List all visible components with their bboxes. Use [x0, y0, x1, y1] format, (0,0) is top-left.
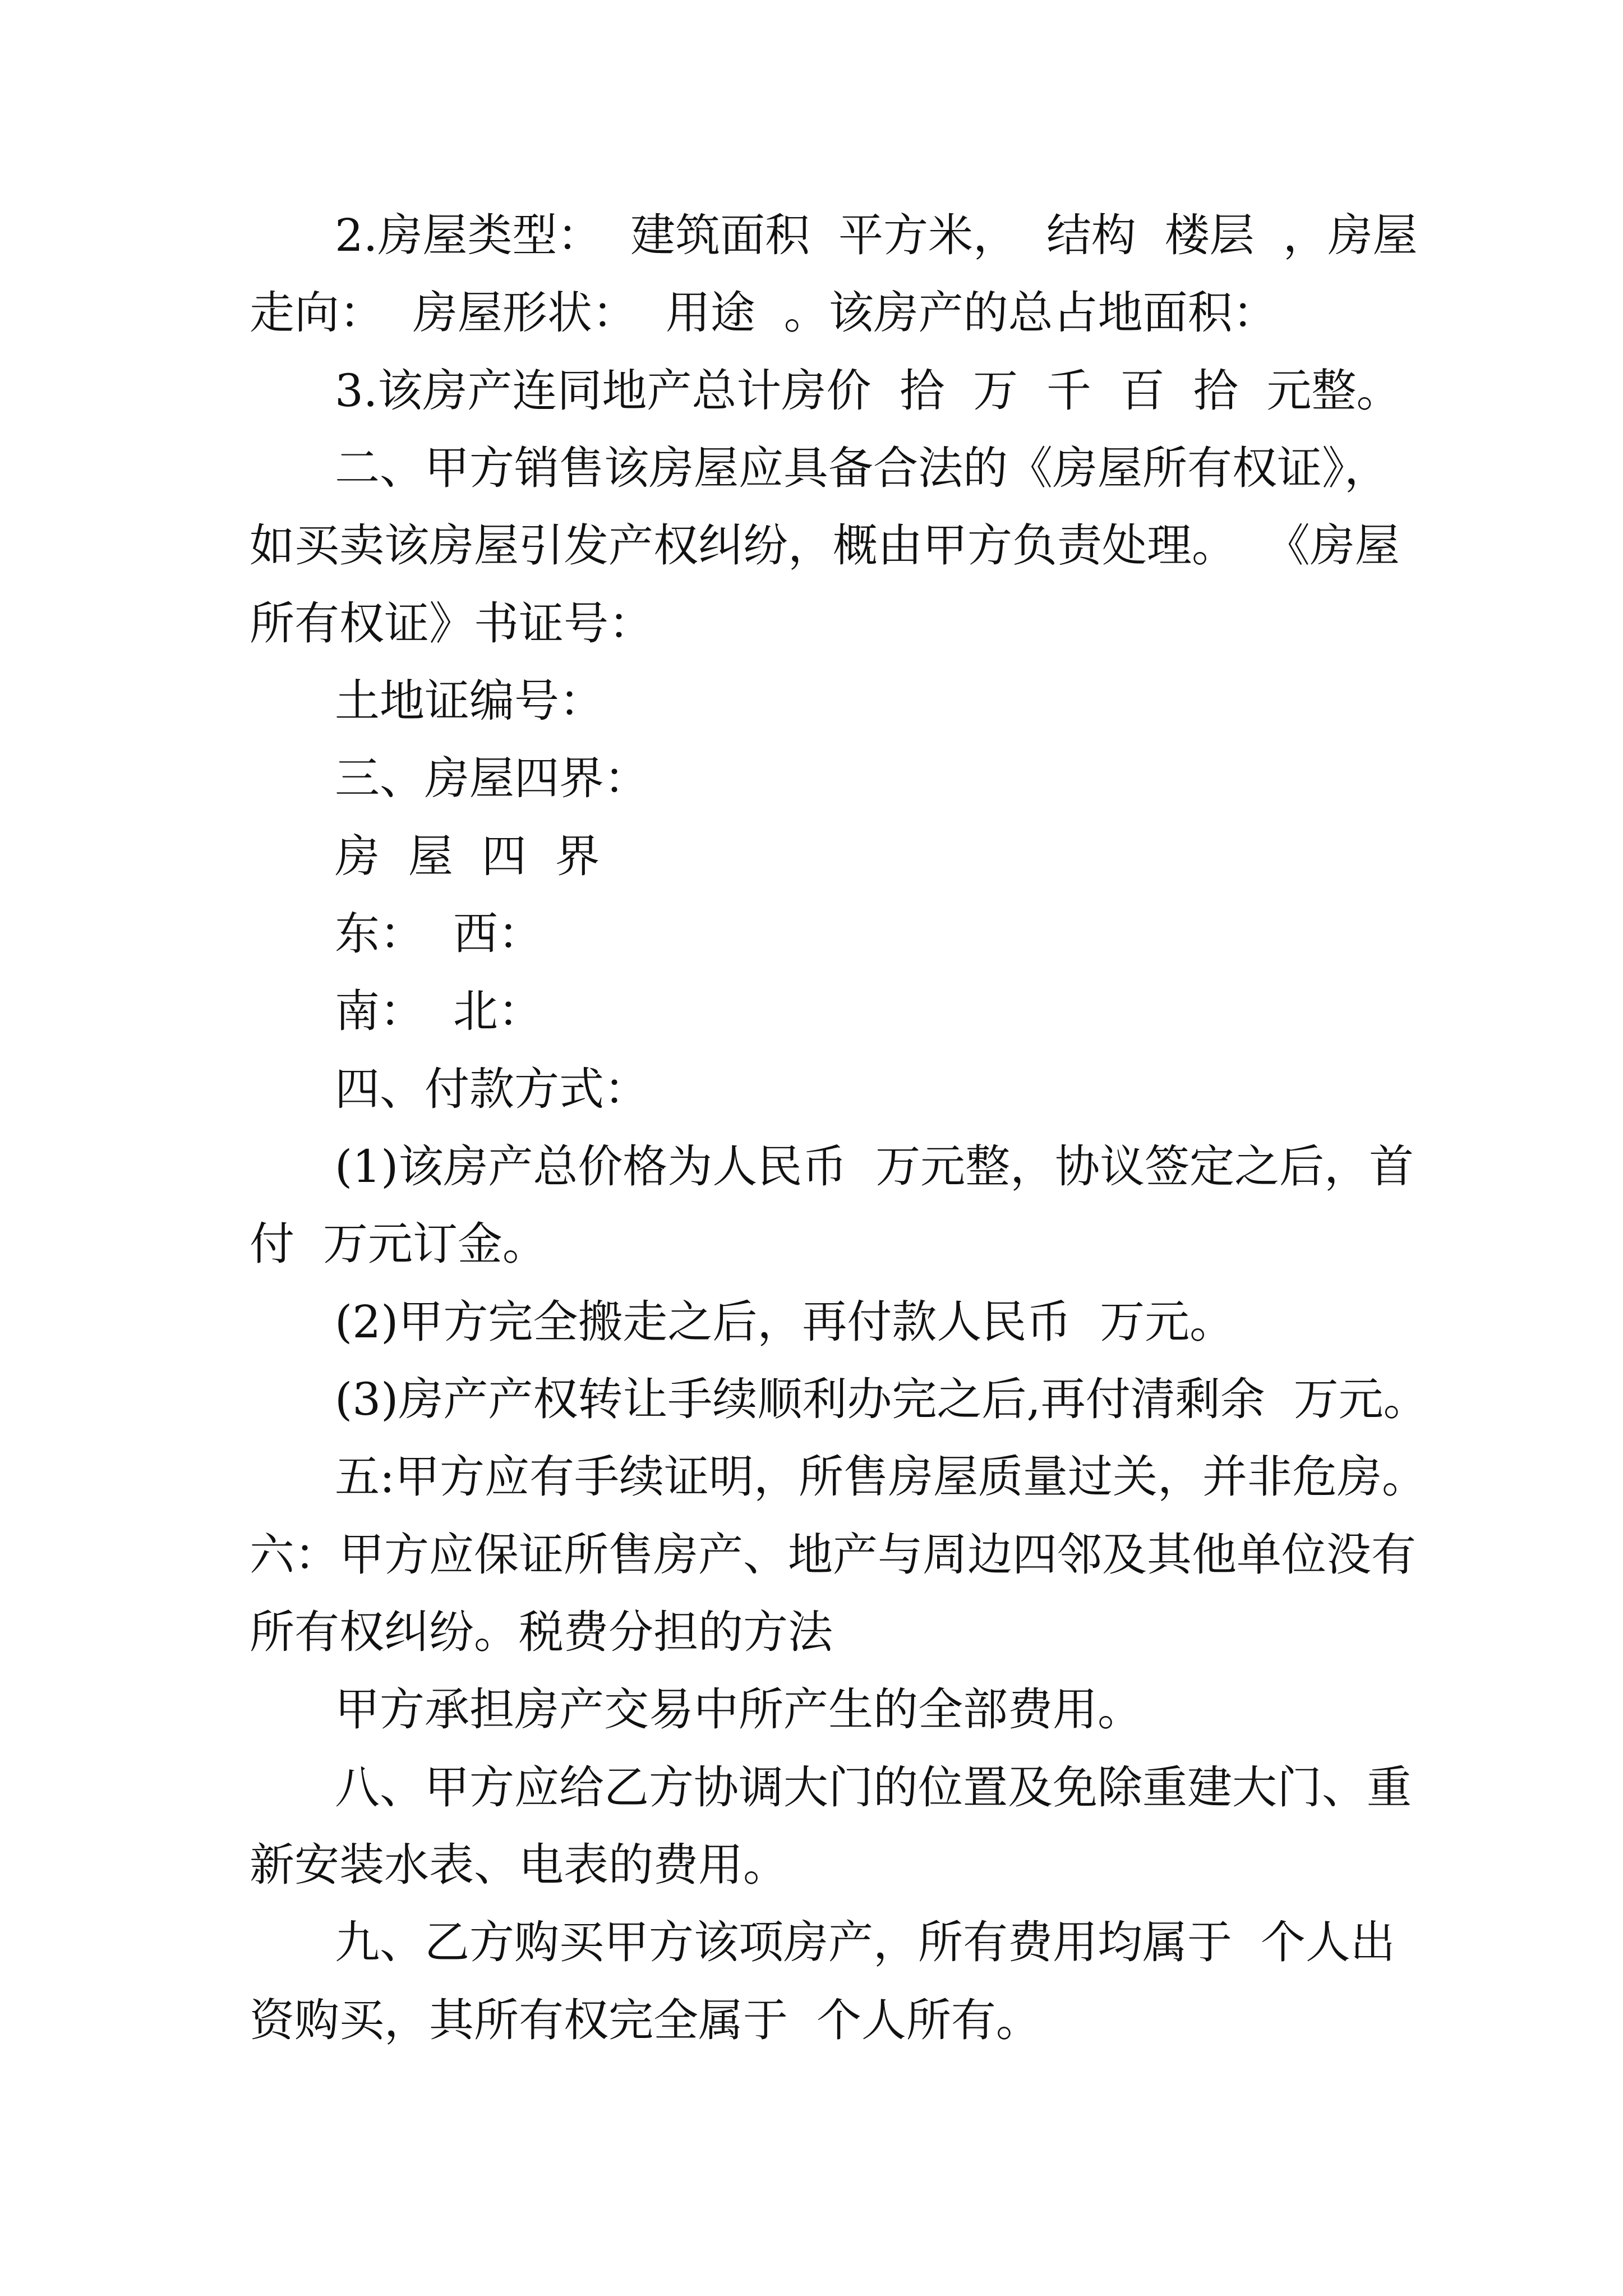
- text-line-boundaries-heading: 房 屋 四 界: [335, 830, 600, 882]
- text-line-land-cert: 土地证编号：: [335, 675, 604, 727]
- text-line-fees: 甲方承担房产交易中所产生的全部费用。: [335, 1683, 1142, 1736]
- text-line-payment-3: (3)房产产权转让手续顺利办完之后,再付清剩余 万元。: [335, 1373, 1428, 1425]
- text-line-total-price: 3.该房产连同地产总计房价 拾 万 千 百 拾 元整。: [335, 365, 1401, 417]
- text-line-clause-5: 五:甲方应有手续证明，所售房屋质量过关，并非危房。: [335, 1451, 1427, 1503]
- text-line-clause-8: 八、甲方应给乙方协调大门的位置及免除重建大门、重: [335, 1761, 1412, 1814]
- text-line-orientation: 走向： 房屋形状： 用途 。该房产的总占地面积：: [250, 287, 1278, 339]
- text-line-clause-4: 四、付款方式：: [335, 1063, 649, 1115]
- text-line-clause-3: 三、房屋四界：: [335, 752, 649, 804]
- text-line-payment-1: (1)该房产总价格为人民币 万元整，协议签定之后，首: [335, 1140, 1414, 1193]
- text-line-cert-number: 所有权证》书证号：: [250, 597, 653, 650]
- text-line-clause-6-cont: 所有权纠纷。税费分担的方法: [250, 1606, 833, 1658]
- text-line-clause-8-cont: 新安装水表、电表的费用。: [250, 1839, 788, 1891]
- text-line-house-type: 2.房屋类型： 建筑面积 平方米， 结构 楼层 ，房屋: [335, 209, 1418, 261]
- text-line-clause-2: 二、甲方销售该房屋应具备合法的《房屋所有权证》，: [335, 442, 1389, 494]
- text-line-clause-9-cont: 资购买，其所有权完全属于 个人所有。: [250, 1994, 1041, 2046]
- text-line-clause-2-cont: 如买卖该房屋引发产权纠纷，概由甲方负责处理。 《房屋: [250, 519, 1400, 572]
- text-line-payment-2: (2)甲方完全搬走之后，再付款人民币 万元。: [335, 1296, 1235, 1348]
- text-line-clause-6: 六：甲方应保证所售房产、地产与周边四邻及其他单位没有: [250, 1529, 1416, 1581]
- text-line-clause-9: 九、乙方购买甲方该项房产，所有费用均属于 个人出: [335, 1916, 1395, 1968]
- text-line-payment-1-cont: 付 万元订金。: [250, 1218, 547, 1270]
- text-line-south-north: 南： 北：: [335, 985, 543, 1037]
- text-line-east-west: 东： 西：: [335, 908, 543, 960]
